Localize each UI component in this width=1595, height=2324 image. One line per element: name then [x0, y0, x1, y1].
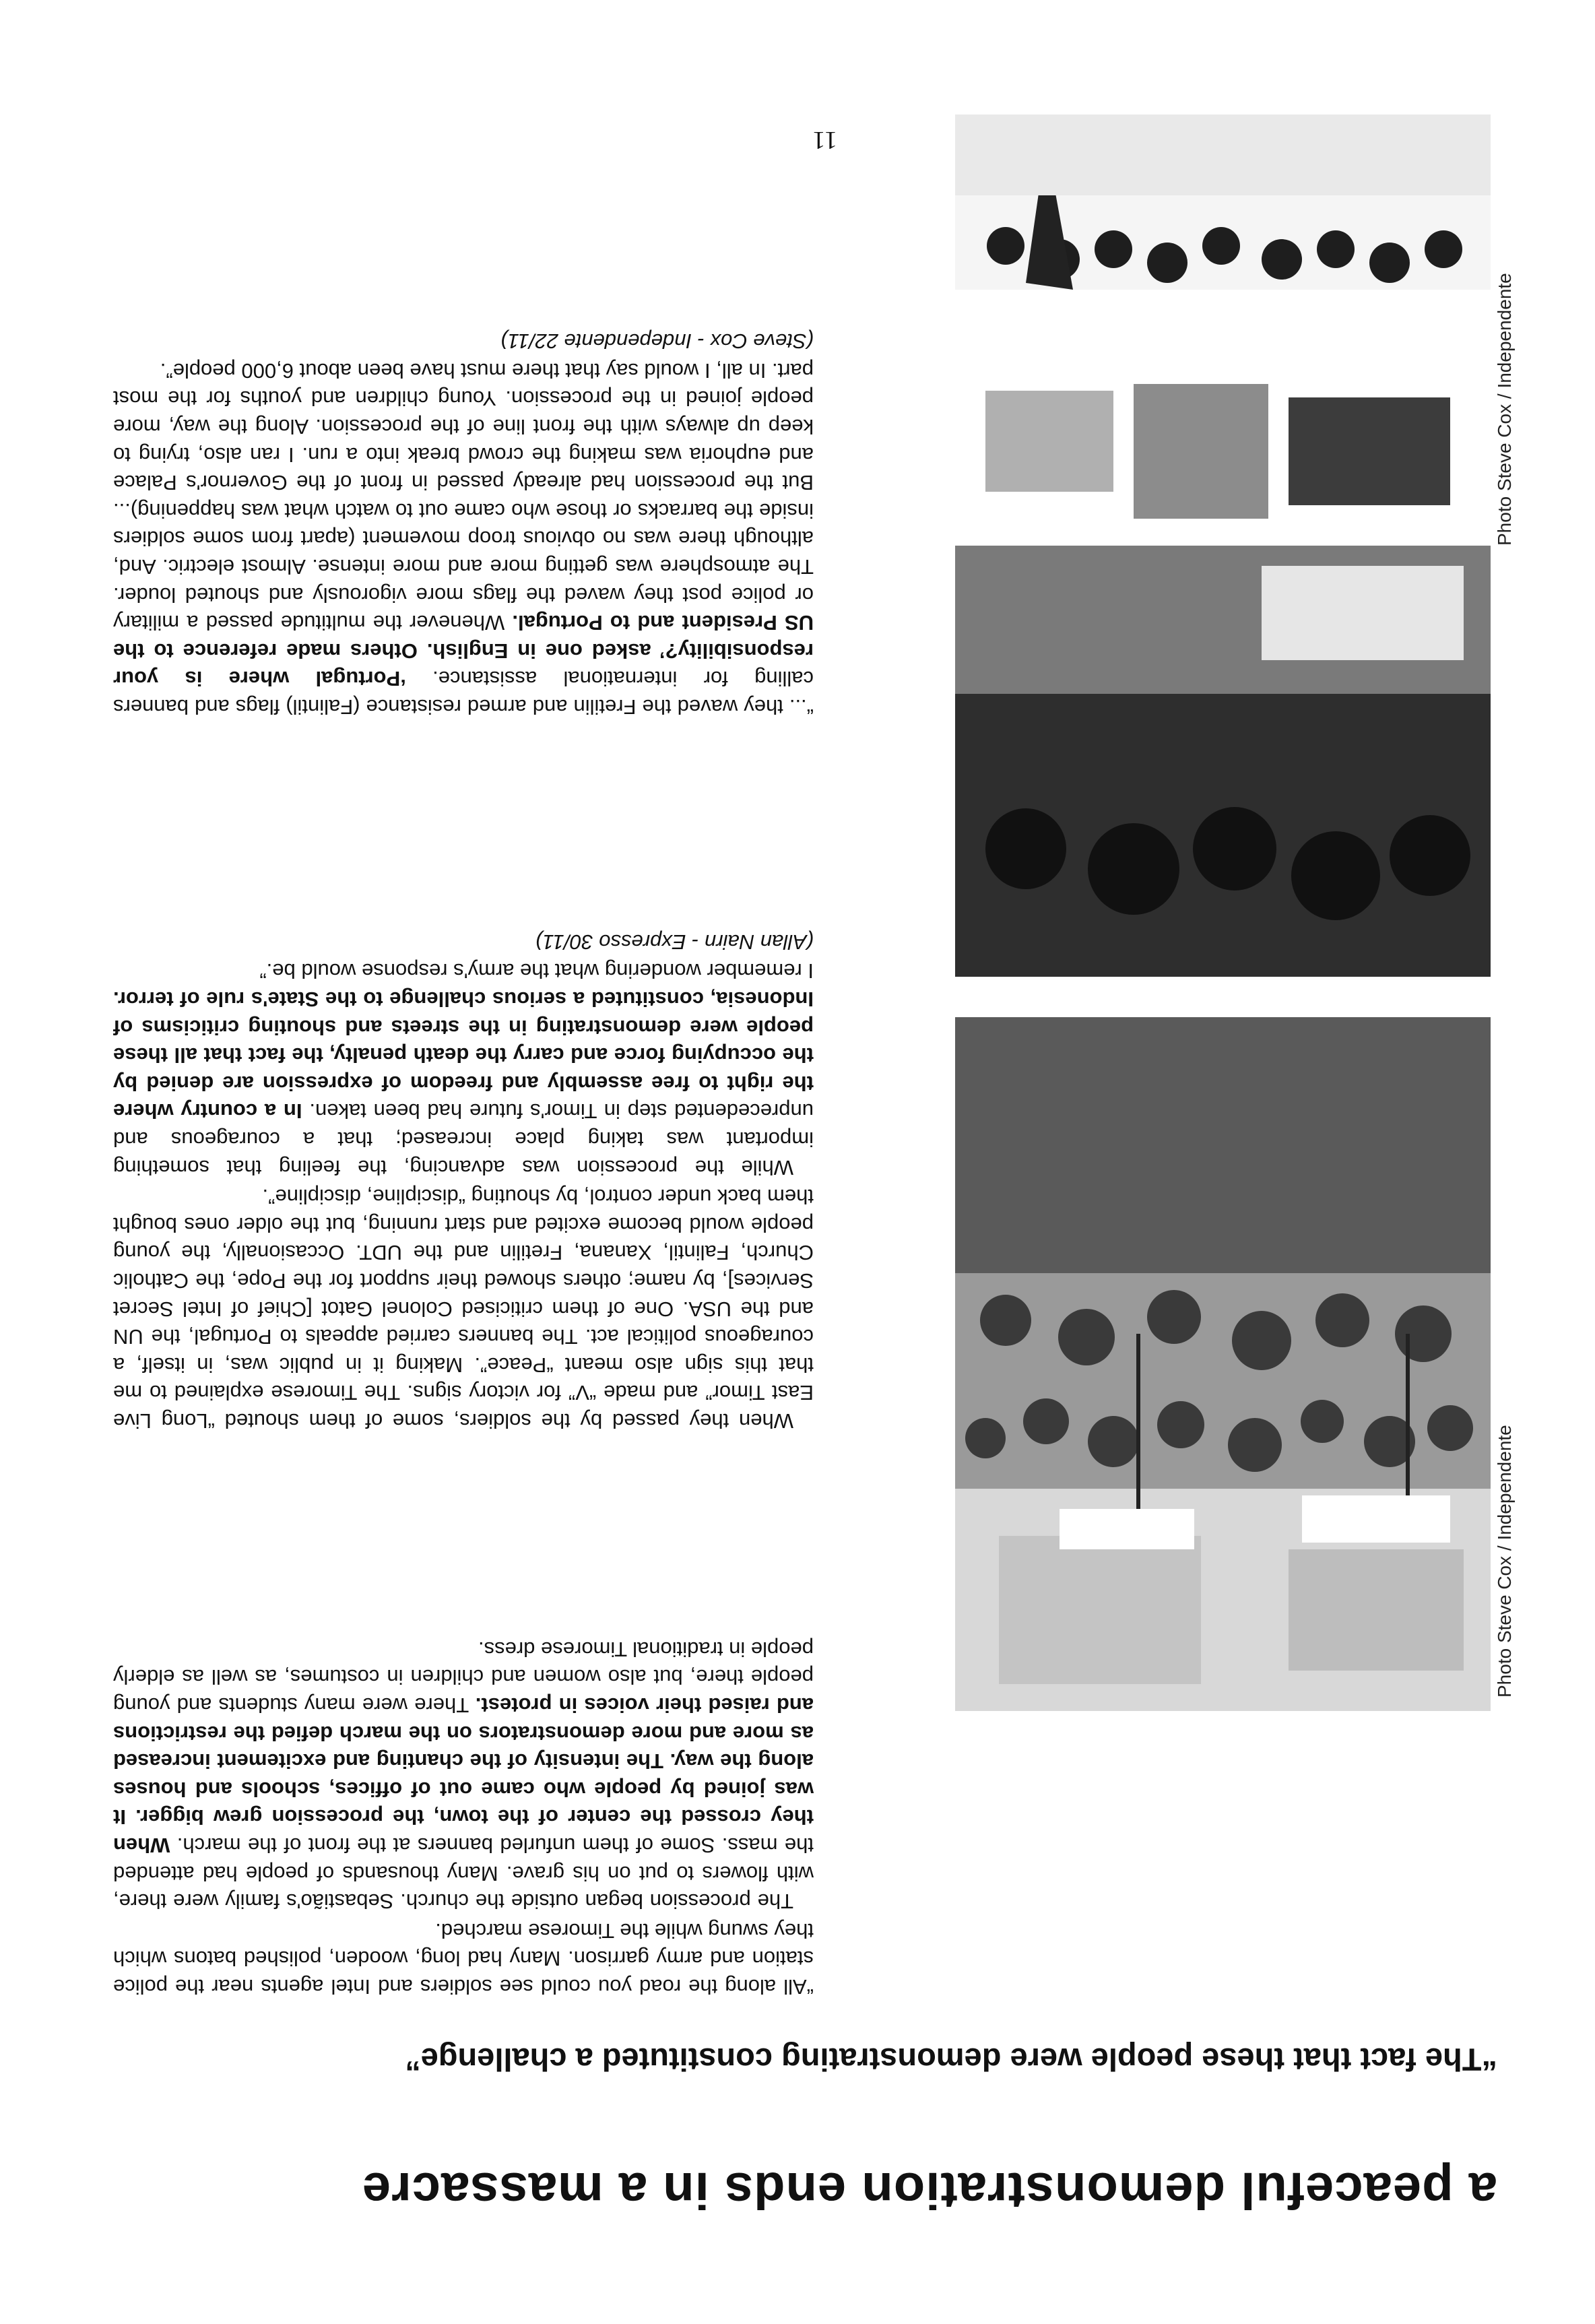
article-column-3 [113, 326, 814, 721]
paragraph [113, 1635, 814, 1915]
source-citation: (Steve Cox - Independente 22/11) [500, 329, 814, 354]
paragraph [113, 356, 814, 721]
photo-credit-top: Photo Steve Cox / Independente [1494, 1425, 1515, 1698]
text: While the procession was advancing, the feeling that something important was taking place increased; that a courageous and unprecedented step in Timor's future had been taken. [113, 1099, 814, 1180]
bold-text: In a country where the right to free assembly and freedom of expression are denied by the occupying force and carry the death penalty, the fact that all these people were demonstrating in the streets and shouting criticisms of Indonesia, constituted a serious challenge to the State's rule of terror. [113, 988, 814, 1124]
headline: a peaceful demonstration ends in a massacre [361, 2162, 1497, 2219]
photo-credit-bottom: Photo Steve Cox / Independente [1494, 273, 1515, 546]
bold-text: ‘Portugal where is your responsibility?’ asked one in English. Others made reference to the US President and to Portugal. [113, 611, 814, 691]
subheadline-quote: “The fact that these people were demonstrating constituted a challenge” [405, 2042, 1497, 2077]
text: The procession began outside the church. Sebastião's family were there, with flowers to put on his grave. Many thousands of people had attended the mass. Some of them unfurled banners at the front of the march. [113, 1834, 814, 1914]
paragraph: “All along the road you could see soldiers and Intel agents near the police station and army garrison. Many had long, wooden, polished batons which they swung while the Timorese marched. [113, 1918, 814, 1999]
crowd-photo-top-image [955, 1017, 1491, 1711]
article-column-1 [113, 1634, 814, 2001]
text: I remember wondering what the army's response would be.” [259, 959, 814, 983]
paragraph [113, 957, 814, 1182]
text: There were many students and young people there, but also women and children in costumes, as well as elderly people in traditional Timorese dress. [113, 1637, 814, 1718]
paragraph: When they passed by the soldiers, some of them shouted “Long Live East Timor” and made “V” for victory signs. The Timorese explained to me that this sign also meant “Peace”. Making it in public was, in itself, a courageous political act. The banners carried appeals to Portugal, the UN and the USA. One of them criticised Colonel Gatot [Chief of Intel Secret Services], by name; others showed their support for the Pope, the Catholic Church, Falintil, Xanana, Fretilin and the UDT. Occasionally, the young people would become excited and start running, but the older ones bought them back under control, by shouting “discipline, discipline”. [113, 1185, 814, 1433]
bold-text: When they crossed the center of the town, the procession grew bigger. It was joined by people who came out of offices, schools and houses along the way. The intensity of the chanting and excitement increased as more and more demonstrators on the march defied the restrictions and raised their voices in protest. [113, 1693, 814, 1858]
page-number: 11 [812, 126, 837, 154]
crowd-photo-bottom-image [955, 115, 1491, 977]
article-column-2 [113, 926, 814, 1435]
text: Whenever the multitude passed a military or police post they waved the flags more vigorously and shouted louder. The atmosphere was getting more and more intense. Almost electric. And, although there was no obvious troop movement (apart from some soldiers inside the barracks or those who came out to watch what was happening)... But the procession had already passed in front of the Governor's Palace and euphoria was making the crowd break into a run. I ran also, trying to keep up always with the front line of the procession. Along the way, more people joined in the procession. Young children and youths for the most part. In all, I would say that there must have been about 6,000 people”. [113, 358, 814, 635]
crowd-photo-top [955, 1017, 1491, 1711]
text: “... they waved the Fretilin and armed resistance (Falintil) flags and banners calling for international assistance. [113, 667, 814, 719]
crowd-photo-bottom [955, 115, 1491, 977]
source-citation: (Allan Nairn - Expresso 30/11) [535, 930, 814, 954]
